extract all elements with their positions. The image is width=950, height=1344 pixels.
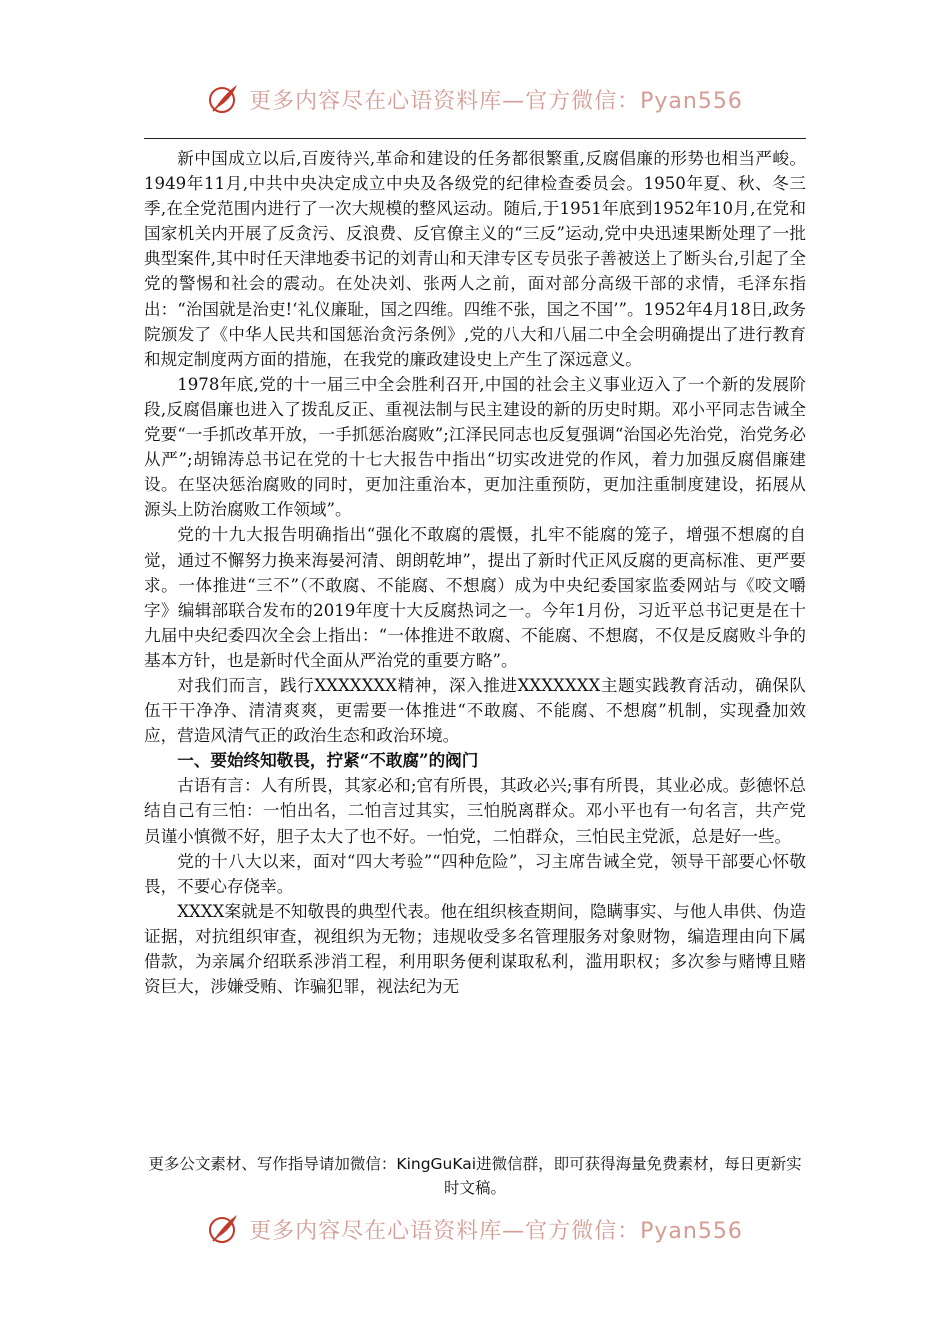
header-divider — [144, 138, 806, 139]
feather-pen-logo-icon — [207, 1212, 241, 1246]
body-paragraph: 古语有言：人有所畏，其家必和;官有所畏，其政必兴;事有所畏，其业必成。彭德怀总结自己有三怕：一怕出名，二怕言过其实，三怕脱离群众。邓小平也有一句名言，共产党员谨小慎微不好，胆子太大了也不好。一怕党，二怕群众，三怕民主党派，总是好一些。 — [144, 776, 806, 846]
document-body — [144, 146, 806, 999]
footer-banner-text: 更多内容尽在心语资料库—官方微信：Pyan556 — [249, 1218, 743, 1244]
section-heading: 一、要始终知敬畏，拧紧“不敢腐”的阀门 — [177, 750, 479, 771]
body-paragraph: 党的十八大以来，面对“四大考验”“四种危险”，习主席告诫全党，领导干部要心怀敬畏，不要心存侥幸。 — [144, 851, 806, 896]
body-paragraph: 新中国成立以后,百废待兴,革命和建设的任务都很繁重,反腐倡廉的形势也相当严峻。1949年11月,中共中央决定成立中央及各级党的纪律检查委员会。1950年夏、秋、冬三季,在全党范围内进行了一次大规模的整风运动。随后,于1951年底到1952年10月,在党和国家机关内开展了反贪污、反浪费、反官僚主义的“三反”运动,党中央迅速果断处理了一批典型案件,其中时任天津地委书记的刘青山和天津专区专员张子善被送上了断头台,引起了全党的警惕和社会的震动。在处决刘、张两人之前，面对部分高级干部的求情，毛泽东指出：“治国就是治吏!‘礼仪廉耻，国之四维。四维不张，国之不国’”。1952年4月18日,政务院颁发了《中华人民共和国惩治贪污条例》,党的八大和八届二中全会明确提出了进行教育和规定制度两方面的措施，在我党的廉政建设史上产生了深远意义。 — [144, 149, 806, 369]
feather-pen-logo-icon — [207, 82, 241, 116]
footer-note: 更多公文素材、写作指导请加微信：KingGuKai进微信群，即可获得海量免费素材，每日更新实时文稿。 — [148, 1155, 802, 1197]
footer-banner — [0, 1212, 950, 1246]
body-paragraph: 1978年底,党的十一届三中全会胜利召开,中国的社会主义事业迈入了一个新的发展阶段,反腐倡廉也进入了拨乱反正、重视法制与民主建设的新的历史时期。邓小平同志告诫全党要“一手抓改革开放，一手抓惩治腐败”;江泽民同志也反复强调“治国必先治党，治党务必从严”;胡锦涛总书记在党的十七大报告中指出“切实改进党的作风，着力加强反腐倡廉建设。在坚决惩治腐败的同时，更加注重治本，更加注重预防，更加注重制度建设，拓展从源头上防治腐败工作领域”。 — [144, 374, 806, 520]
body-paragraph: 党的十九大报告明确指出“强化不敢腐的震慑，扎牢不能腐的笼子，增强不想腐的自觉，通过不懈努力换来海晏河清、朗朗乾坤”，提出了新时代正风反腐的更高标准、更严要求。一体推进“三不”（不敢腐、不能腐、不想腐）成为中央纪委国家监委网站与《咬文嚼字》编辑部联合发布的2019年度十大反腐热词之一。今年1月份，习近平总书记更是在十九届中央纪委四次全会上指出：“一体推进不敢腐、不能腐、不想腐，不仅是反腐败斗争的基本方针，也是新时代全面从严治党的重要方略”。 — [144, 525, 806, 670]
body-paragraph: 对我们而言，践行XXXXXXX精神，深入推进XXXXXXX主题实践教育活动，确保队伍干干净净、清清爽爽，更需要一体推进“不敢腐、不能腐、不想腐”机制，实现叠加效应，营造风清气正的政治生态和政治环境。 — [144, 675, 806, 746]
body-paragraph: XXXX案就是不知敬畏的典型代表。他在组织核查期间，隐瞒事实、与他人串供、伪造证据，对抗组织审查，视组织为无物；违规收受多名管理服务对象财物，编造理由向下属借款，为亲属介绍联系涉消工程，利用职务便利谋取私利，滥用职权；多次参与赌博且赌资巨大，涉嫌受贿、诈骗犯罪，视法纪为无 — [144, 901, 806, 997]
header-banner-text: 更多内容尽在心语资料库—官方微信：Pyan556 — [249, 88, 743, 114]
header-banner — [0, 82, 950, 116]
